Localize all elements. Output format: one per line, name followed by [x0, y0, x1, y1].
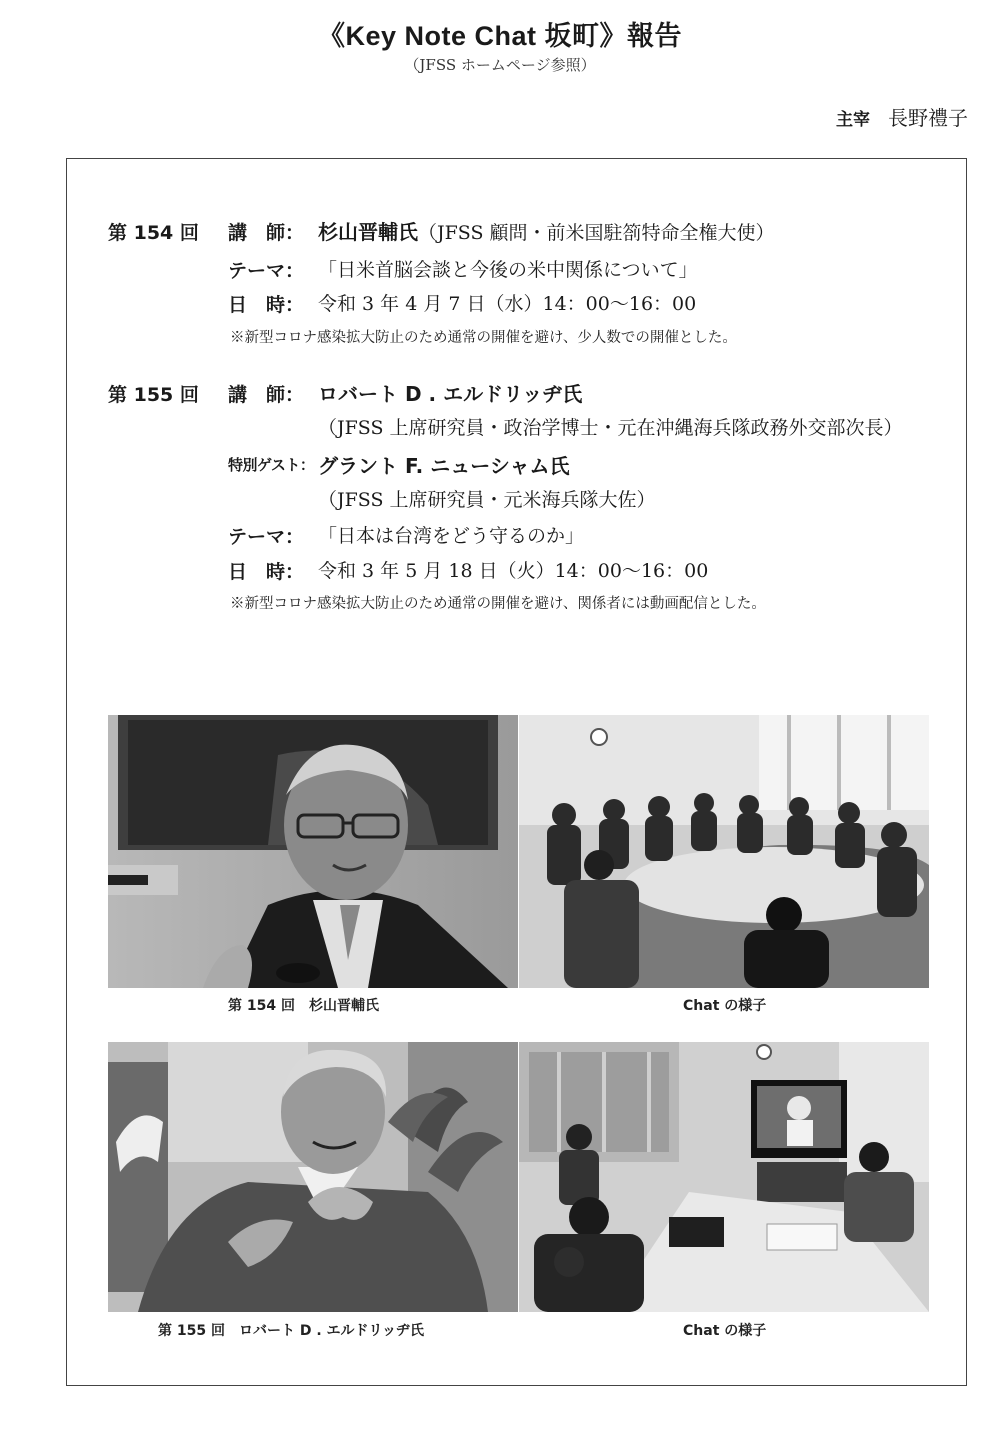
- session-155-number: 第 155 回: [108, 384, 199, 406]
- session-155-lecturer-name: ロバート D . エルドリッヂ氏: [318, 382, 583, 406]
- session-154-date-label: 日 時：: [228, 294, 305, 316]
- host-name: 長野禮子: [888, 106, 968, 130]
- host-line: [836, 102, 968, 131]
- session-155-guest-label: 特別ゲスト：: [228, 456, 315, 474]
- speaker-photo-graphic: [108, 715, 518, 988]
- session-155-guest-name: グラント F. ニューシャム氏: [318, 454, 570, 478]
- caption-session-154: 第 154 回 杉山晋輔氏: [228, 998, 379, 1014]
- session-154-note: ※新型コロナ感染拡大防止のため通常の開催を避け、少人数での開催とした。: [230, 330, 737, 346]
- session-154-lecturer: [318, 216, 775, 245]
- session-154-lecturer-label: 講 師：: [228, 222, 305, 244]
- page-title: 《Key Note Chat 坂町》報告: [317, 21, 683, 51]
- session-155-note: ※新型コロナ感染拡大防止のため通常の開催を避け、関係者には動画配信とした。: [230, 596, 766, 612]
- session-154-lecturer-title: （JFSS 顧問・前米国駐箚特命全権大使）: [418, 222, 775, 244]
- session-154-theme: 「日米首脳会談と今後の米中関係について」: [318, 259, 698, 281]
- session-155-date-label: 日 時：: [228, 561, 305, 583]
- session-155-lecturer-name-row: [318, 378, 582, 407]
- session-154-theme-label: テーマ：: [228, 260, 305, 282]
- speaker-155-photo-graphic: [108, 1042, 518, 1312]
- caption-chat-2: Chat の様子: [683, 1323, 767, 1339]
- photo-chat-meeting-2: [519, 1042, 929, 1312]
- host-role: 主宰: [836, 110, 870, 130]
- session-155-guest-name-row: [318, 450, 569, 479]
- session-154-number: 第 154 回: [108, 222, 199, 244]
- caption-chat-1: Chat の様子: [683, 998, 767, 1014]
- photo-session-154-speaker: [108, 715, 518, 988]
- session-155-lecturer-label: 講 師：: [228, 384, 305, 406]
- session-154-date: 令和 3 年 4 月 7 日（水）14：00～16：00: [318, 293, 697, 315]
- page-subtitle: （JFSS ホームページ参照）: [404, 56, 596, 74]
- session-154-lecturer-name: 杉山晋輔氏: [318, 220, 418, 244]
- meeting-photo-graphic: [519, 715, 929, 988]
- session-155-lecturer-title: （JFSS 上席研究員・政治学博士・元在沖縄海兵隊政務外交部次長）: [318, 417, 903, 439]
- session-155-guest-title: （JFSS 上席研究員・元米海兵隊大佐）: [318, 489, 656, 511]
- session-155-theme-label: テーマ：: [228, 526, 305, 548]
- session-155-date: 令和 3 年 5 月 18 日（火）14：00～16：00: [318, 560, 709, 582]
- session-155-theme: 「日本は台湾をどう守るのか」: [318, 525, 585, 547]
- photo-session-155-speaker: [108, 1042, 518, 1312]
- photo-chat-meeting-1: [519, 715, 929, 988]
- meeting-2-photo-graphic: [519, 1042, 929, 1312]
- caption-session-155: 第 155 回 ロバート D . エルドリッヂ氏: [158, 1323, 424, 1339]
